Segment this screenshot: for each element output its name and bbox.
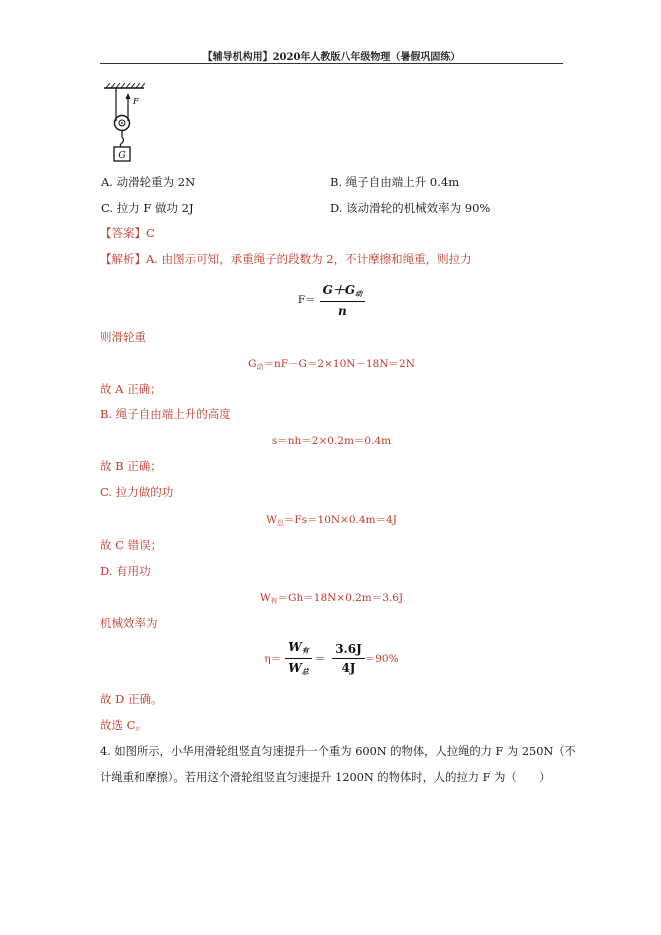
d-title: D. 有用功 <box>100 564 151 578</box>
page-header: 【辅导机构用】2020年人教版八年级物理（暑假巩固练） <box>202 52 461 63</box>
question-4-line-1: 4. 如图所示，小华用滑轮组竖直匀速提升一个重为 600N 的物体，人拉绳的力 F 为 250N（不 <box>100 745 576 758</box>
question-4-line-2: 计绳重和摩擦）。若用这个滑轮组竖直匀速提升 1200N 的物体时，人的拉力 F 为（ ） <box>100 771 551 784</box>
pulley-diagram-icon <box>104 83 154 169</box>
header-divider <box>100 63 563 64</box>
analysis-intro: 【解析】A. 由图示可知，承重绳子的段数为 2，不计摩擦和绳重，则拉力 <box>100 252 472 266</box>
option-b: B. 绳子自由端上升 0.4m <box>330 175 460 189</box>
choose-answer: 故选 C。 <box>100 718 147 732</box>
d-correct: 故 D 正确。 <box>100 692 163 706</box>
option-d: D. 该动滑轮的机械效率为 90% <box>330 201 491 215</box>
formula-w-you: $W_有=Gh=18N\times 0.2m=3.6J$ <box>259 592 404 605</box>
formula-w-zong: $W_总=Fs=10N\times 0.4m=4J$ <box>266 514 397 527</box>
formula-g-dong: $G_动=nF-G=2\times 10N-18N=2N$ <box>248 358 415 371</box>
answer-label: 【答案】C <box>100 226 155 240</box>
force-label: F <box>133 97 139 106</box>
formula-efficiency: η＝ $\frac{W_有}{W_总}$ ＝ $\frac{3.6J}{4J}$ ＝90% <box>264 640 399 676</box>
then-weight-text: 则滑轮重 <box>100 330 146 344</box>
weight-label: G <box>118 151 126 161</box>
c-title: C. 拉力做的功 <box>100 485 174 499</box>
c-wrong: 故 C 错误； <box>100 538 163 552</box>
b-title: B. 绳子自由端上升的高度 <box>100 407 231 421</box>
b-correct: 故 B 正确； <box>100 459 162 473</box>
formula-force: F＝ $\frac{G+G_动}{n}$ <box>100 281 563 318</box>
efficiency-title: 机械效率为 <box>100 616 158 630</box>
option-a: A. 动滑轮重为 2N <box>101 175 196 189</box>
formula-s: s＝nh＝2×0.2m＝0.4m <box>271 435 392 447</box>
a-correct: 故 A 正确； <box>100 382 162 396</box>
option-c: C. 拉力 F 做功 2J <box>101 201 194 215</box>
